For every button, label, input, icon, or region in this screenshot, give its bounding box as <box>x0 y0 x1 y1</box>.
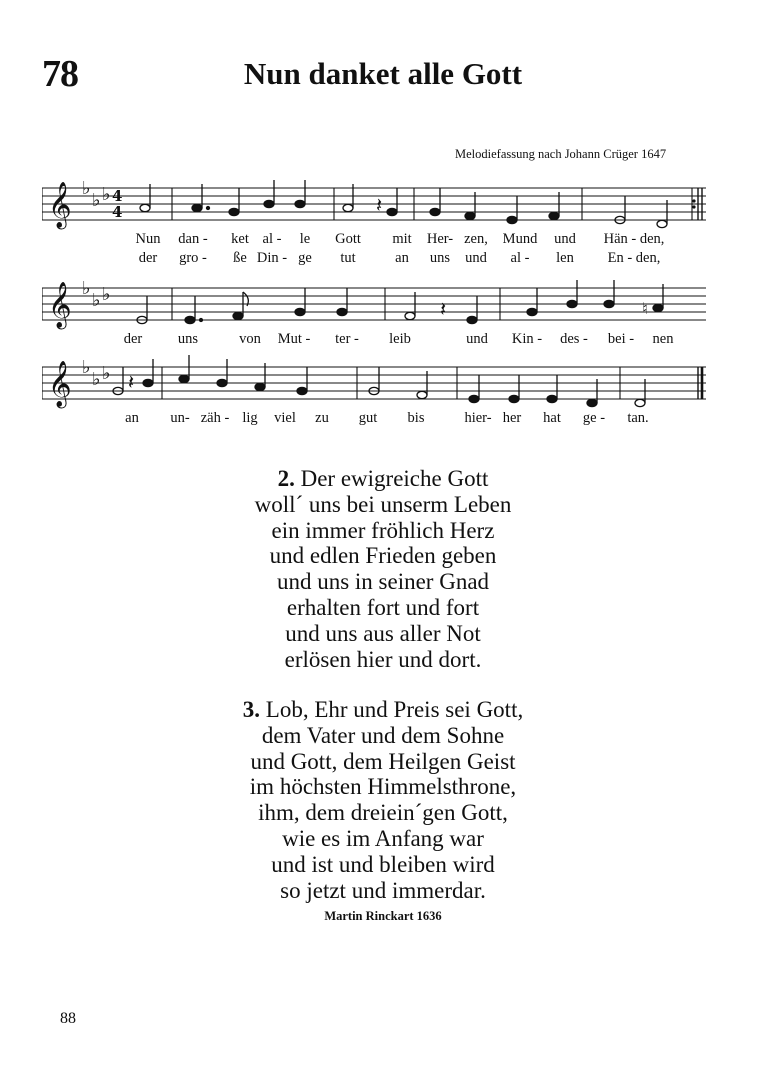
verse-line: so jetzt und immerdar. <box>280 877 486 903</box>
syllable: ge <box>298 250 312 266</box>
staff-row-2 <box>42 274 706 334</box>
verse-line <box>0 466 766 492</box>
svg-text:4: 4 <box>112 203 123 221</box>
svg-text:♭: ♭ <box>82 178 91 199</box>
svg-text:𝄞: 𝄞 <box>48 182 72 228</box>
syllable: ter - <box>335 331 359 347</box>
verse-number: 3. <box>242 697 261 722</box>
svg-text:♭: ♭ <box>102 284 111 305</box>
syllable: lig <box>242 410 258 426</box>
svg-text:𝄞: 𝄞 <box>48 361 72 407</box>
syllable: Kin - <box>511 331 543 347</box>
syllable: an <box>395 250 409 266</box>
treble-clef-icon <box>48 182 72 230</box>
quarter-rest-icon <box>440 297 446 321</box>
verse-2 <box>0 466 766 672</box>
lyrics-row-2 <box>0 331 766 349</box>
lyrics-row-1-verse-2 <box>0 250 766 268</box>
hymn-number: 78 <box>42 53 78 95</box>
flat-icon <box>82 357 111 390</box>
syllable: Mund <box>502 231 538 247</box>
svg-text:𝄽: 𝄽 <box>128 370 135 394</box>
lyrics-row-3 <box>0 410 766 428</box>
syllable: gut <box>358 410 378 426</box>
verse-line: im höchsten Himmelsthrone, <box>249 774 517 800</box>
natural-icon <box>642 299 648 318</box>
verse-line: ein immer fröhlich Herz <box>271 517 495 543</box>
verse-number: 2. <box>277 466 295 491</box>
svg-text:♭: ♭ <box>102 363 111 384</box>
svg-text:♭: ♭ <box>82 278 91 299</box>
syllable: uns <box>177 331 199 347</box>
svg-text:♭: ♭ <box>82 357 91 378</box>
syllable: al - <box>510 250 530 266</box>
syllable: Gott <box>335 231 361 247</box>
syllable: al - <box>262 231 282 247</box>
svg-text:♭: ♭ <box>92 290 101 311</box>
syllable: der <box>138 250 158 266</box>
hymn-title: Nun danket alle Gott <box>243 56 523 91</box>
flat-icon <box>82 278 111 311</box>
syllable: her <box>502 410 522 426</box>
page-number: 88 <box>60 1010 76 1027</box>
syllable: gro - <box>179 250 207 266</box>
syllable: zu <box>315 410 329 426</box>
verse-3 <box>0 697 766 903</box>
svg-text:♭: ♭ <box>92 190 101 211</box>
syllable: hier- <box>464 410 492 426</box>
syllable: uns <box>429 250 451 266</box>
text-credit: Martin Rinckart 1636 <box>324 909 442 923</box>
syllable: ket <box>231 231 249 247</box>
flat-icon <box>82 178 111 211</box>
verse-line-text: Lob, Ehr und Preis sei Gott, <box>265 697 524 722</box>
svg-text:𝄽: 𝄽 <box>376 193 383 217</box>
syllable: un- <box>170 410 190 426</box>
svg-text:♮: ♮ <box>642 299 648 318</box>
syllable: hat <box>543 410 561 426</box>
syllable: ge - <box>582 410 606 426</box>
syllable: En - den, <box>607 250 661 266</box>
svg-text:𝄽: 𝄽 <box>440 297 447 321</box>
syllable: tut <box>340 250 356 266</box>
syllable: bei - <box>607 331 635 347</box>
syllable: an <box>125 410 139 426</box>
verse-line: wie es im Anfang war <box>282 825 484 851</box>
syllable: Mut - <box>277 331 311 347</box>
syllable: zen, <box>464 231 488 247</box>
syllable: tan. <box>627 410 649 426</box>
svg-text:𝄞: 𝄞 <box>48 282 72 328</box>
time-signature <box>112 187 122 221</box>
syllable: leib <box>389 331 411 347</box>
syllable: der <box>123 331 143 347</box>
syllable: ße <box>233 250 247 266</box>
quarter-rest-icon <box>376 193 382 217</box>
syllable: dan - <box>178 231 208 247</box>
verse-line: und uns aus aller Not <box>285 620 481 646</box>
syllable: bis <box>407 410 425 426</box>
treble-clef-icon <box>48 361 72 409</box>
syllable: und <box>554 231 576 247</box>
syllable: und <box>465 250 487 266</box>
verse-line: und edlen Frieden geben <box>269 543 497 569</box>
verse-line: ihm, dem dreiein´gen Gott, <box>258 800 508 826</box>
melody-credit: Melodiefassung nach Johann Crüger 1647 <box>455 147 667 161</box>
syllable: nen <box>652 331 674 347</box>
syllable: von <box>239 331 261 347</box>
staff-row-1 <box>42 174 706 234</box>
verse-line: erlösen hier und dort. <box>284 646 482 672</box>
svg-text:♭: ♭ <box>92 369 101 390</box>
syllable: len <box>556 250 574 266</box>
verse-line-text: Der ewigreiche Gott <box>300 466 489 491</box>
syllable: des - <box>560 331 588 347</box>
verse-line: und ist und bleiben wird <box>271 851 495 877</box>
lyrics-row-1-verse-1 <box>0 231 766 249</box>
verse-line: und Gott, dem Heilgen Geist <box>250 748 516 774</box>
verse-line: und uns in seiner Gnad <box>276 569 490 595</box>
verse-line: woll´ uns bei unserm Leben <box>254 491 512 517</box>
syllable: Nun <box>135 231 161 247</box>
verse-line: erhalten fort und fort <box>286 594 480 620</box>
staff-row-3 <box>42 353 706 413</box>
syllable: Hän - den, <box>603 231 665 247</box>
verse-line <box>0 697 766 723</box>
verse-line: dem Vater und dem Sohne <box>261 722 505 748</box>
treble-clef-icon <box>48 282 72 330</box>
syllable: Din - <box>256 250 288 266</box>
syllable: le <box>299 231 311 247</box>
syllable: viel <box>274 410 296 426</box>
syllable: und <box>466 331 488 347</box>
syllable: Her- <box>426 231 454 247</box>
syllable: zäh - <box>200 410 230 426</box>
svg-text:♭: ♭ <box>102 184 111 205</box>
quarter-rest-icon <box>128 370 134 394</box>
syllable: mit <box>392 231 412 247</box>
svg-text:4: 4 <box>112 187 123 205</box>
